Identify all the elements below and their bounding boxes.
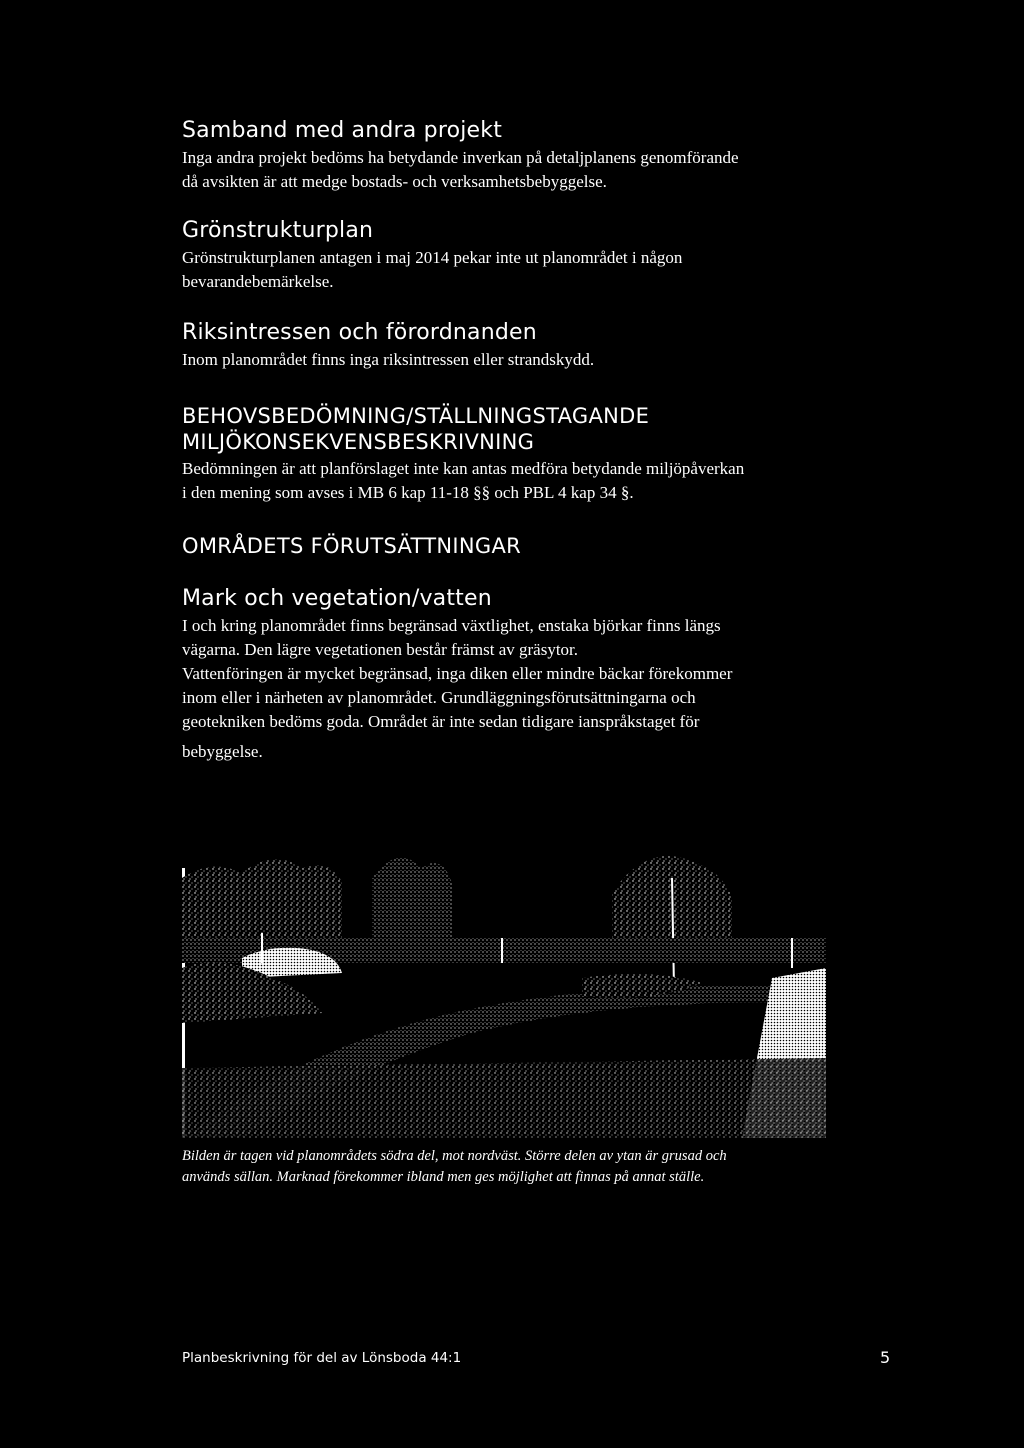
footer-title: Planbeskrivning för del av Lönsboda 44:1 <box>182 1350 462 1366</box>
section-behovsbedomning <box>182 403 842 505</box>
section-heading: Riksintressen och förordnanden <box>182 320 537 345</box>
site-photo <box>182 838 826 1138</box>
section-heading: Grönstrukturplan <box>182 218 374 243</box>
section-text: I och kring planområdet finns begränsad växtlighet, enstaka björkar finns längs vägarna. Den lägre vegetationen består främst av gräsytor. Vattenföringen är mycket begränsad, inga diken eller mindre bäckar förekommer inom eller i närheten av planområdet. Grundläggningsförutsättningarna och geotekniken bedöms goda. Området är inte sedan tidigare ianspråkstaget för bebyggelse. <box>182 616 733 761</box>
section-riksintressen <box>182 320 842 372</box>
page-number: 5 <box>880 1348 891 1367</box>
section-heading: OMRÅDETS FÖRUTSÄTTNINGAR <box>182 534 522 558</box>
section-heading: BEHOVSBEDÖMNING/STÄLLNINGSTAGANDE <box>182 404 650 428</box>
section-text: Inom planområdet finns inga riksintressen eller strandskydd. <box>182 350 595 369</box>
section-mark-vegetation <box>182 586 842 764</box>
section-text: Grönstrukturplanen antagen i maj 2014 pekar inte ut planområdet i någon bevarandebemärkelse. <box>182 248 683 291</box>
photo-caption: Bilden är tagen vid planområdets södra del, mot nordväst. Större delen av ytan är grusad och används sällan. Marknad förekommer ibland men ges möjlighet att finnas på annat ställe. <box>182 1148 727 1185</box>
section-text: Bedömningen är att planförslaget inte kan antas medföra betydande miljöpåverkan i den mening som avses i MB 6 kap 11-18 §§ och PBL 4 kap 34 §. <box>182 459 745 502</box>
section-heading: Samband med andra projekt <box>182 118 503 143</box>
section-text: Inga andra projekt bedöms ha betydande inverkan på detaljplanens genomförande då avsikten är att medge bostads- och verksamhetsbebyggelse. <box>182 148 739 191</box>
section-gronstrukturplan <box>182 218 842 294</box>
section-forutsattningar <box>182 533 842 559</box>
section-samband <box>182 118 842 194</box>
section-subheading: MILJÖKONSEKVENSBESKRIVNING <box>182 430 535 454</box>
section-heading: Mark och vegetation/vatten <box>182 586 492 611</box>
